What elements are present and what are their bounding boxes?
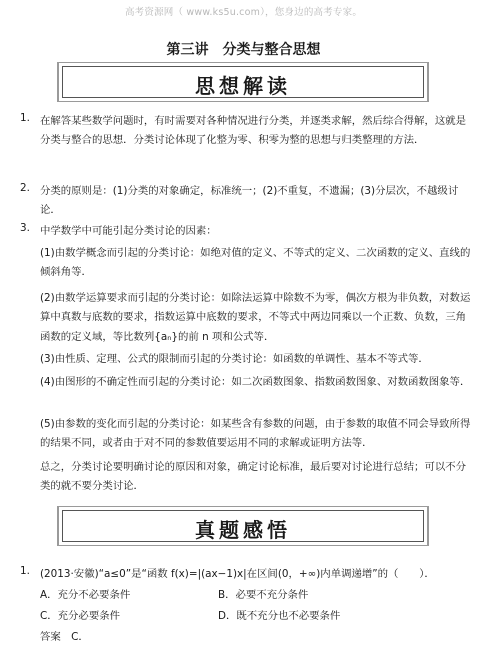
option-c: C．充分必要条件	[40, 610, 120, 622]
option-d: D．既不充分也不必要条件	[218, 610, 341, 622]
section-banner-label: 真题感悟	[195, 518, 291, 542]
sub-item: (5)由参数的变化而引起的分类讨论：如某些含有参数的问题，由于参数的取值不同会导致所得的结果不同，或者由于对不同的参数值要运用不同的求解或证明方法等．	[40, 418, 471, 450]
item-number: 1.	[20, 112, 30, 124]
item-paragraph: 中学数学中可能引起分类讨论的因素：	[40, 225, 217, 237]
item-number: 3.	[20, 222, 30, 234]
item-number: 2.	[20, 182, 30, 194]
sub-item: (3)由性质、定理、公式的限制而引起的分类讨论：如函数的单调性、基本不等式等．	[40, 353, 429, 365]
sub-item: (2)由数学运算要求而引起的分类讨论：如除法运算中除数不为零，偶次方根为非负数，对数运算中真数与底数的要求，指数运算中底数的要求，不等式中两边同乘以一个正数、负数，三角函数的定义域，等比数列{aₙ}的前 n 项和公式等．	[40, 292, 471, 343]
section-banner-thought	[62, 66, 424, 98]
question-text: (2013·安徽)“a≤0”是“函数 f(x)=|(ax−1)x|在区间(0，+∞)内单调递增”的（ ）．	[40, 568, 435, 580]
section-banner-exam	[62, 510, 424, 542]
option-b: B．必要不充分条件	[218, 589, 309, 601]
option-a: A．充分不必要条件	[40, 589, 131, 601]
summary-paragraph: 总之，分类讨论要明确讨论的原因和对象，确定讨论标准，最后要对讨论进行总结；可以不分类的就不要分类讨论．	[40, 461, 467, 493]
sub-item: (4)由图形的不确定性而引起的分类讨论：如二次函数图象、指数函数图象、对数函数图象等．	[40, 376, 471, 388]
sub-item: (1)由数学概念而引起的分类讨论：如绝对值的定义、不等式的定义、二次函数的定义、直线的倾斜角等．	[40, 247, 471, 279]
watermark: 高考资源网（ www.ks5u.com），您身边的高考专家。	[124, 7, 363, 18]
question-number: 1.	[20, 565, 30, 577]
section-banner-label: 思想解读	[195, 74, 291, 98]
item-paragraph: 分类的原则是：(1)分类的对象确定，标准统一；(2)不重复，不遗漏；(3)分层次，不越级讨论．	[40, 185, 459, 217]
item-paragraph: 在解答某些数学问题时，有时需要对各种情况进行分类，并逐类求解，然后综合得解，这就是分类与整合的思想．分类讨论体现了化整为零、积零为整的思想与归类整理的方法．	[40, 115, 467, 147]
answer: 答案 C．	[40, 631, 89, 643]
page-title: 第三讲 分类与整合思想	[166, 42, 321, 58]
